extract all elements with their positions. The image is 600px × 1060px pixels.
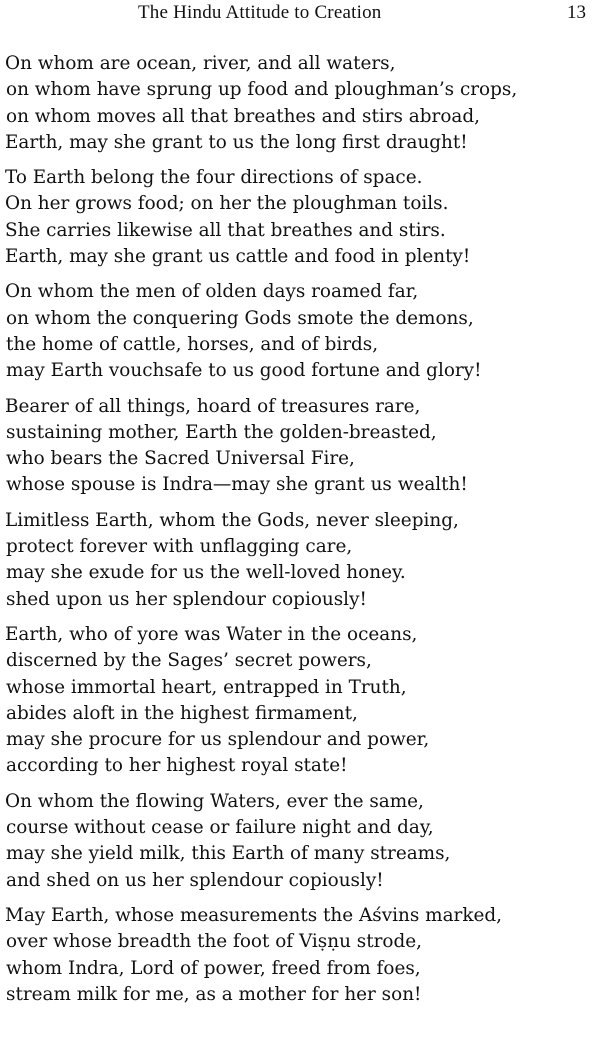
stanza-7 [0, 789, 600, 894]
poem-line: may she exude for us the well-loved honey. [6, 562, 406, 584]
poem-line: abides aloft in the highest firmament, [6, 702, 358, 724]
poem-line: May Earth, whose measurements the Aśvins marked, [5, 904, 502, 926]
poem-line: whom Indra, Lord of power, freed from foes, [6, 957, 421, 979]
poem-line: may Earth vouchsafe to us good fortune and glory! [6, 360, 482, 382]
poem-text [0, 51, 600, 1017]
page-number: 13 [567, 2, 586, 23]
poem-line: whose spouse is Indra—may she grant us wealth! [6, 474, 468, 496]
poem-line: on whom have sprung up food and ploughman’s crops, [6, 79, 518, 101]
stanza-2 [0, 165, 600, 270]
poem-line: Earth, may she grant to us the long first draught! [5, 131, 468, 153]
poem-line: discerned by the Sages’ secret powers, [6, 650, 372, 672]
stanza-6 [0, 622, 600, 780]
poem-line: stream milk for me, as a mother for her son! [6, 983, 422, 1005]
poem-line: She carries likewise all that breathes and stirs. [5, 219, 446, 241]
poem-line: shed upon us her splendour copiously! [6, 588, 367, 610]
stanza-1 [0, 51, 600, 156]
poem-line: Bearer of all things, hoard of treasures rare, [5, 395, 421, 417]
poem-line: Limitless Earth, whom the Gods, never sleeping, [5, 509, 459, 531]
stanza-5 [0, 508, 600, 613]
poem-line: On her grows food; on her the ploughman toils. [5, 193, 449, 215]
poem-line: Earth, may she grant us cattle and food in plenty! [5, 246, 471, 268]
page-header [0, 2, 600, 26]
poem-line: may she procure for us splendour and power, [6, 729, 430, 751]
poem-line: who bears the Sacred Universal Fire, [6, 448, 355, 470]
poem-line: course without cease or failure night and day, [6, 817, 434, 839]
poem-line: may she yield milk, this Earth of many streams, [6, 843, 451, 865]
poem-line: Earth, who of yore was Water in the oceans, [5, 623, 418, 645]
poem-line: on whom moves all that breathes and stirs abroad, [6, 105, 480, 127]
poem-line: To Earth belong the four directions of space. [5, 167, 423, 189]
poem-line: over whose breadth the foot of Viṣṇu strode, [6, 931, 422, 953]
running-title: The Hindu Attitude to Creation [138, 2, 382, 23]
poem-line: On whom the flowing Waters, ever the same, [5, 790, 424, 812]
poem-line: the home of cattle, horses, and of birds, [6, 333, 379, 355]
poem-line: on whom the conquering Gods smote the demons, [6, 307, 474, 329]
poem-line: and shed on us her splendour copiously! [6, 869, 384, 891]
poem-line: according to her highest royal state! [6, 755, 348, 777]
stanza-3 [0, 279, 600, 384]
poem-line: sustaining mother, Earth the golden-breasted, [6, 421, 437, 443]
stanza-4 [0, 394, 600, 499]
stanza-8 [0, 903, 600, 1008]
poem-line: On whom the men of olden days roamed far, [5, 281, 419, 303]
poem-line: On whom are ocean, river, and all waters, [5, 53, 396, 74]
poem-line: whose immortal heart, entrapped in Truth, [6, 676, 407, 698]
poem-line: protect forever with unflagging care, [6, 536, 353, 558]
